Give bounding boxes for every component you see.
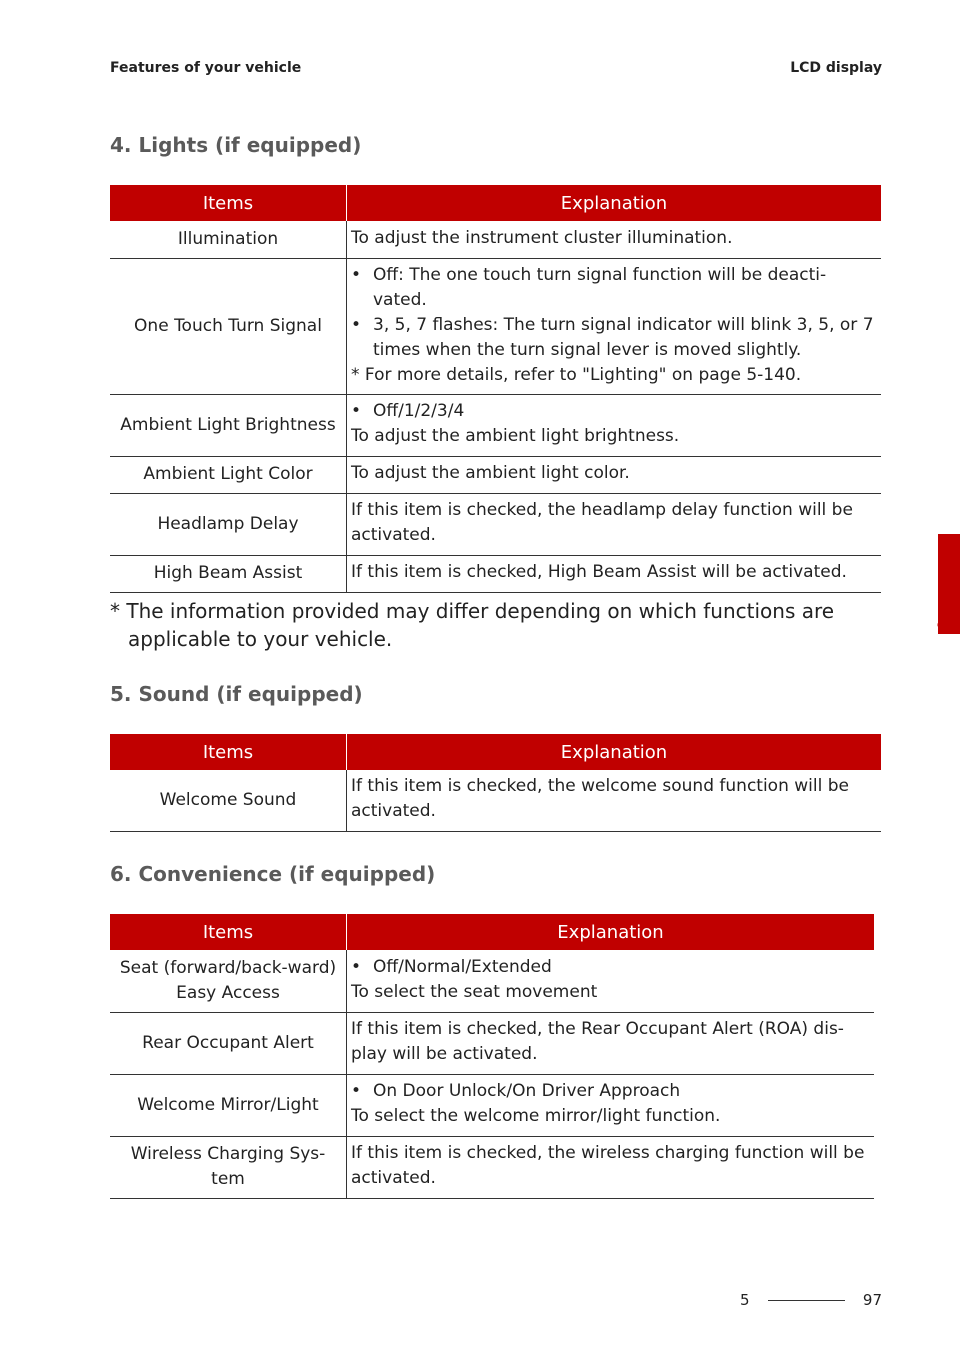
section-title-lights: 4. Lights (if equipped)	[110, 133, 362, 157]
footer-page-number: 97	[862, 1291, 882, 1309]
bullet-point: • 3, 5, 7 flashes: The turn signal indicator will blink 3, 5, or 7 times when the turn signal lever is moved slightly.	[351, 314, 874, 360]
footer-rule	[768, 1300, 845, 1301]
sound-table	[110, 734, 881, 832]
row-explanation	[347, 950, 875, 1012]
row-item: Ambient Light Brightness	[110, 394, 347, 456]
table-header-row	[110, 185, 881, 221]
row-text: To select the welcome mirror/light function.	[351, 1106, 721, 1126]
table-row	[110, 770, 881, 831]
row-note: * For more details, refer to "Lighting" on page 5-140.	[351, 364, 802, 385]
row-item: One Touch Turn Signal	[110, 258, 347, 394]
page-footer	[740, 1291, 882, 1309]
table-row	[110, 555, 881, 592]
running-header	[110, 60, 882, 76]
row-explanation: If this item is checked, the wireless charging function will be activated.	[347, 1136, 875, 1198]
row-explanation: If this item is checked, the Rear Occupant Alert (ROA) dis-play will be activated.	[347, 1012, 875, 1074]
row-explanation: To adjust the ambient light color.	[347, 456, 882, 493]
col-header-explanation: Explanation	[347, 185, 882, 221]
availability-note: * The information provided may differ depending on which functions are applicable to your vehicle.	[110, 599, 835, 651]
table-header-row	[110, 734, 881, 770]
table-row	[110, 221, 881, 258]
section-title-sound: 5. Sound (if equipped)	[110, 682, 363, 706]
col-header-items: Items	[110, 734, 347, 770]
col-header-items: Items	[110, 185, 347, 221]
bullet-point: • Off/1/2/3/4	[351, 401, 465, 421]
table-row	[110, 493, 881, 555]
row-explanation	[347, 1074, 875, 1136]
table-header-row	[110, 914, 874, 950]
table-row	[110, 1136, 874, 1198]
row-explanation: If this item is checked, the headlamp delay function will be activated.	[347, 493, 882, 555]
table-row	[110, 258, 881, 394]
table-row	[110, 394, 881, 456]
row-explanation	[347, 258, 882, 394]
row-item: Rear Occupant Alert	[110, 1012, 347, 1074]
bullet-point: • Off: The one touch turn signal function will be deacti-vated.	[351, 264, 827, 310]
row-explanation: If this item is checked, the welcome sound function will be activated.	[347, 770, 882, 831]
row-explanation	[347, 394, 882, 456]
row-item: Welcome Sound	[110, 770, 347, 831]
bullet-point: • On Door Unlock/On Driver Approach	[351, 1081, 681, 1101]
row-text: To adjust the ambient light brightness.	[351, 426, 680, 446]
footer-chapter-number: 5	[740, 1291, 750, 1309]
section-title-convenience: 6. Convenience (if equipped)	[110, 862, 436, 886]
table-row	[110, 950, 874, 1012]
row-text: To select the seat movement	[351, 981, 598, 1002]
row-item: Illumination	[110, 221, 347, 258]
col-header-explanation: Explanation	[347, 734, 882, 770]
row-item: High Beam Assist	[110, 555, 347, 592]
chapter-side-number: 5	[936, 608, 950, 632]
header-topic-name: LCD display	[790, 60, 882, 76]
row-explanation: To adjust the instrument cluster illumination.	[347, 221, 882, 258]
col-header-items: Items	[110, 914, 347, 950]
table-row	[110, 456, 881, 493]
row-explanation: If this item is checked, High Beam Assist will be activated.	[347, 555, 882, 592]
table-row	[110, 1012, 874, 1074]
row-item: Headlamp Delay	[110, 493, 347, 555]
col-header-explanation: Explanation	[347, 914, 875, 950]
header-section-name: Features of your vehicle	[110, 60, 302, 76]
row-item: Ambient Light Color	[110, 456, 347, 493]
lights-table	[110, 185, 881, 593]
row-item: Welcome Mirror/Light	[110, 1074, 347, 1136]
bullet-point: • Off/Normal/Extended	[351, 956, 552, 977]
convenience-table	[110, 914, 874, 1199]
row-item: Wireless Charging Sys-tem	[110, 1136, 347, 1198]
row-item: Seat (forward/back-ward) Easy Access	[110, 950, 347, 1012]
table-row	[110, 1074, 874, 1136]
